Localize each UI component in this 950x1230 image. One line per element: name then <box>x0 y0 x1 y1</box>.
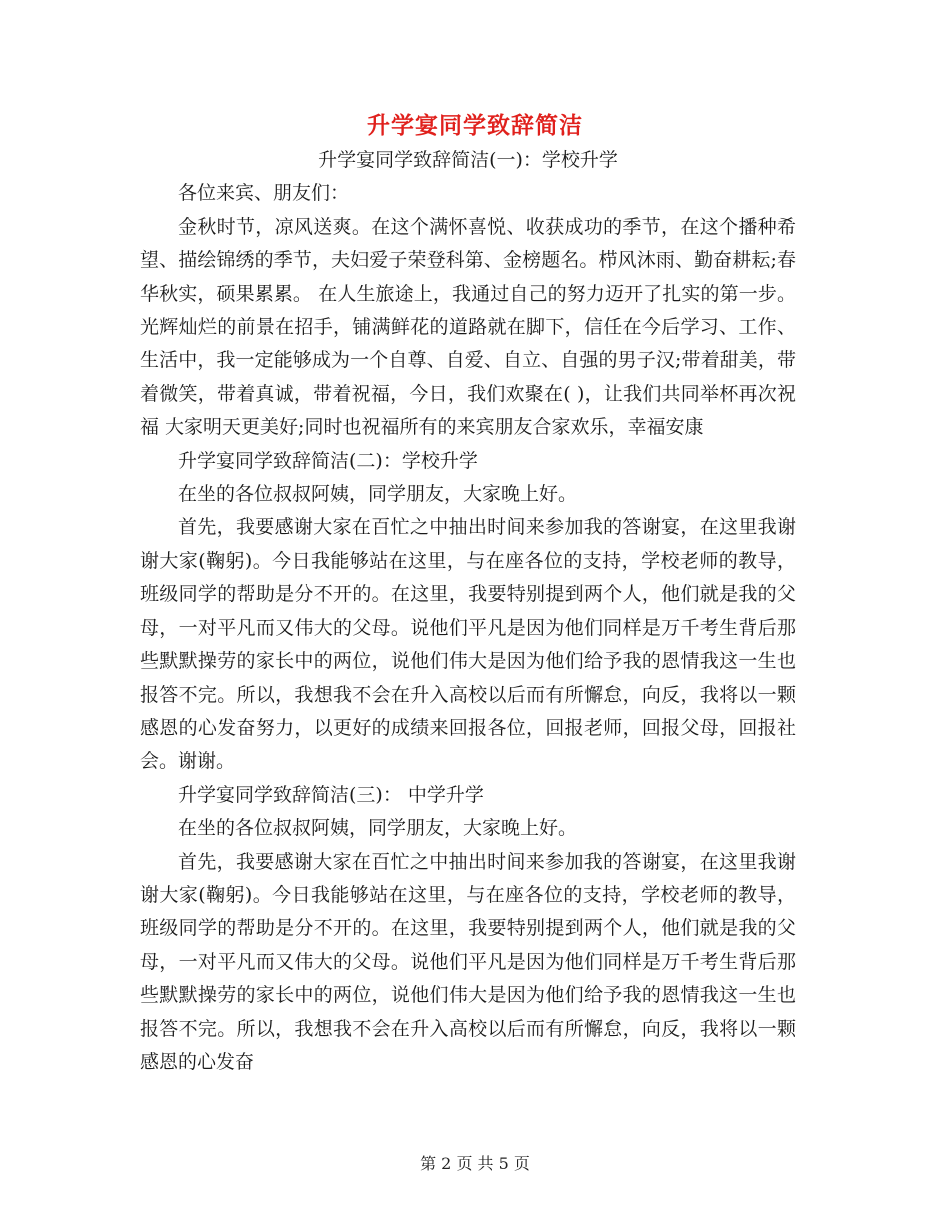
body-paragraph: 金秋时节，凉风送爽。在这个满怀喜悦、收获成功的季节，在这个播种希望、描绘锦绣的季节，夫妇爱子荣登科第、金榜题名。栉风沐雨、勤奋耕耘;春华秋实，硕果累累。 在人生旅途上，我通过自己的努力迈开了扎实的第一步。光辉灿烂的前景在招手，铺满鲜花的道路就在脚下，信任在今后学习、工作、生活中，我一定能够成为一个自尊、自爱、自立、自强的男子汉;带着甜美，带着微笑，带着真诚，带着祝福，今日，我们欢聚在( )，让我们共同举杯再次祝福 大家明天更美好;同时也祝福所有的来宾朋友合家欢乐，幸福安康 <box>140 215 796 439</box>
body-paragraph: 首先，我要感谢大家在百忙之中抽出时间来参加我的答谢宴，在这里我谢谢大家(鞠躬)。今日我能够站在这里，与在座各位的支持，学校老师的教导，班级同学的帮助是分不开的。在这里，我要特别提到两个人，他们就是我的父母，一对平凡而又伟大的父母。说他们平凡是因为他们同样是万千考生背后那些默默操劳的家长中的两位，说他们伟大是因为他们给予我的恩情我这一生也报答不完。所以，我想我不会在升入高校以后而有所懈怠，向反，我将以一颗感恩的心发奋努力，以更好的成绩来回报各位，回报老师，回报父母，回报社会。谢谢。 <box>140 516 796 773</box>
section-heading-3: 升学宴同学致辞简洁(三)： 中学升学 <box>178 783 484 806</box>
body-paragraph: 首先，我要感谢大家在百忙之中抽出时间来参加我的答谢宴，在这里我谢谢大家(鞠躬)。今日我能够站在这里，与在座各位的支持，学校老师的教导，班级同学的帮助是分不开的。在这里，我要特别提到两个人，他们就是我的父母，一对平凡而又伟大的父母。说他们平凡是因为他们同样是万千考生背后那些默默操劳的家长中的两位，说他们伟大是因为他们给予我的恩情我这一生也报答不完。所以，我想我不会在升入高校以后而有所懈怠，向反，我将以一颗感恩的心发奋 <box>140 850 796 1073</box>
greeting-paragraph: 在坐的各位叔叔阿姨，同学朋友，大家晚上好。 <box>178 817 578 840</box>
document-body <box>140 144 796 1079</box>
section-heading-1: 升学宴同学致辞简洁(一)：学校升学 <box>318 149 618 171</box>
section-heading-2: 升学宴同学致辞简洁(二)：学校升学 <box>178 449 478 472</box>
page-footer: 第 2 页 共 5 页 <box>420 1154 530 1173</box>
document-title: 升学宴同学致辞简洁 <box>367 112 583 139</box>
greeting-paragraph: 在坐的各位叔叔阿姨，同学朋友，大家晚上好。 <box>178 483 578 506</box>
greeting-paragraph: 各位来宾、朋友们： <box>178 182 350 205</box>
